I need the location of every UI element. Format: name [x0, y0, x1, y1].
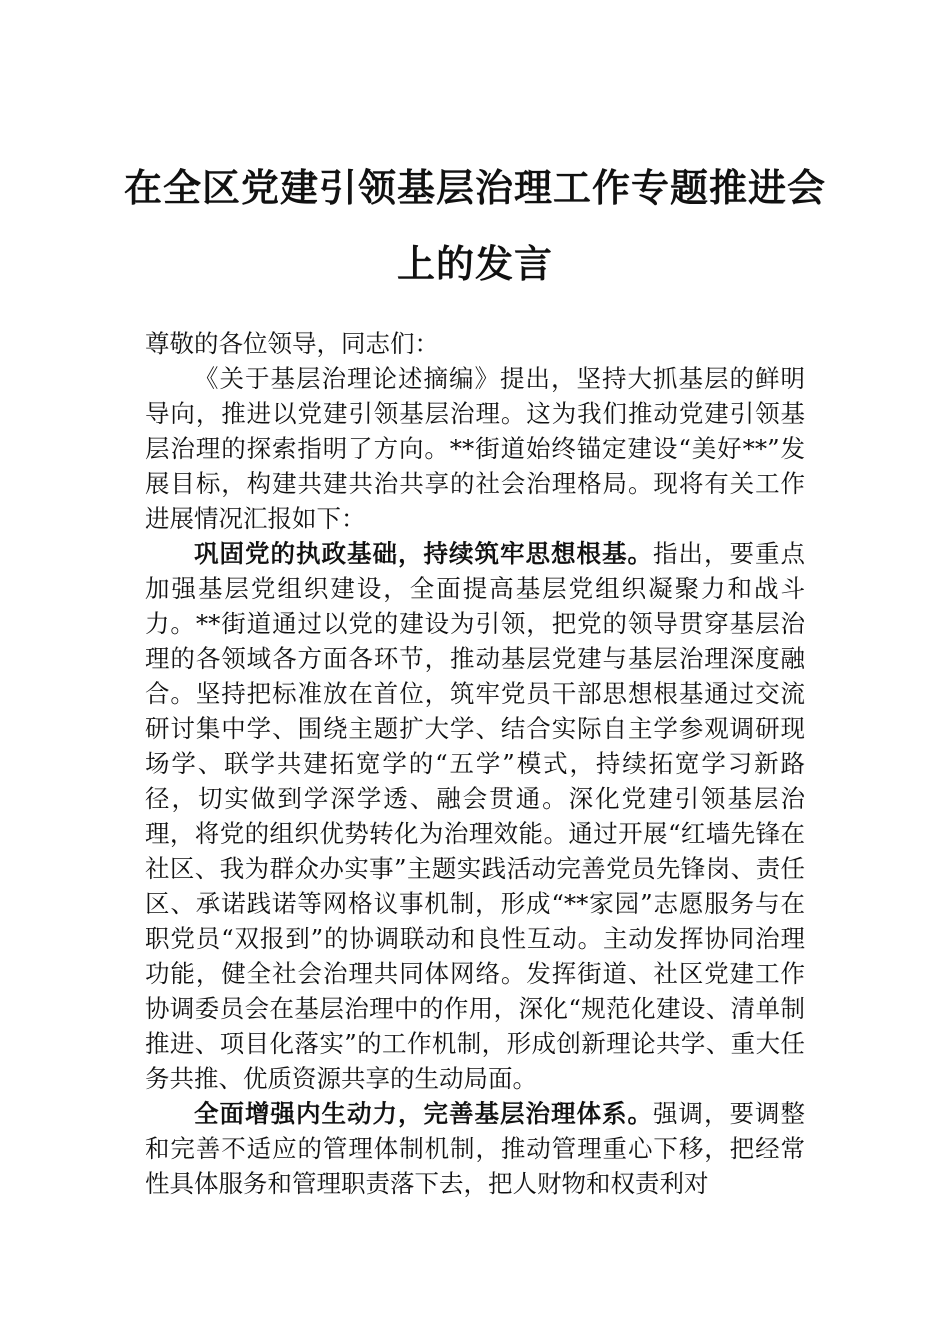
paragraph-section-2: [145, 1096, 805, 1201]
paragraph-text: 《关于基层治理论述摘编》提出，坚持大抓基层的鲜明导向，推进以党建引领基层治理。这为我们推动党建引领基层治理的探索指明了方向。**街道始终锚定建设“美好**”发展目标，构建共建共治共享的社会治理格局。现将有关工作进展情况汇报如下：: [145, 364, 805, 533]
section-heading: 全面增强内生动力，完善基层治理体系。: [194, 1099, 653, 1128]
document-title: 在全区党建引领基层治理工作专题推进会上的发言: [123, 165, 826, 286]
paragraph-text: 强调，要调整和完善不适应的管理体制机制，推动管理重心下移，把经常性具体服务和管理职责落下去，把人财物和权责利对: [145, 1099, 805, 1198]
salutation: 尊敬的各位领导，同志们：: [145, 329, 439, 358]
document-body: [145, 326, 805, 1201]
paragraph-intro: [145, 361, 805, 536]
section-heading: 巩固党的执政基础，持续筑牢思想根基。: [194, 539, 653, 568]
paragraph-text: 指出，要重点加强基层党组织建设，全面提高基层党组织凝聚力和战斗力。**街道通过以党的建设为引领，把党的领导贯穿基层治理的各领域各方面各环节，推动基层党建与基层治理深度融合。坚持把标准放在首位，筑牢党员干部思想根基通过交流研讨集中学、围绕主题扩大学、结合实际自主学参观调研现场学、联学共建拓宽学的“五学”模式，持续拓宽学习新路径，切实做到学深学透、融会贯通。深化党建引领基层治理，将党的组织优势转化为治理效能。通过开展“红墙先锋在社区、我为群众办实事”主题实践活动完善党员先锋岗、责任区、承诺践诺等网格议事机制，形成“**家园”志愿服务与在职党员“双报到”的协调联动和良性互动。主动发挥协同治理功能，健全社会治理共同体网络。发挥街道、社区党建工作协调委员会在基层治理中的作用，深化“规范化建设、清单制推进、项目化落实”的工作机制，形成创新理论共学、重大任务共推、优质资源共享的生动局面。: [145, 539, 805, 1093]
paragraph-section-1: [145, 536, 805, 1096]
